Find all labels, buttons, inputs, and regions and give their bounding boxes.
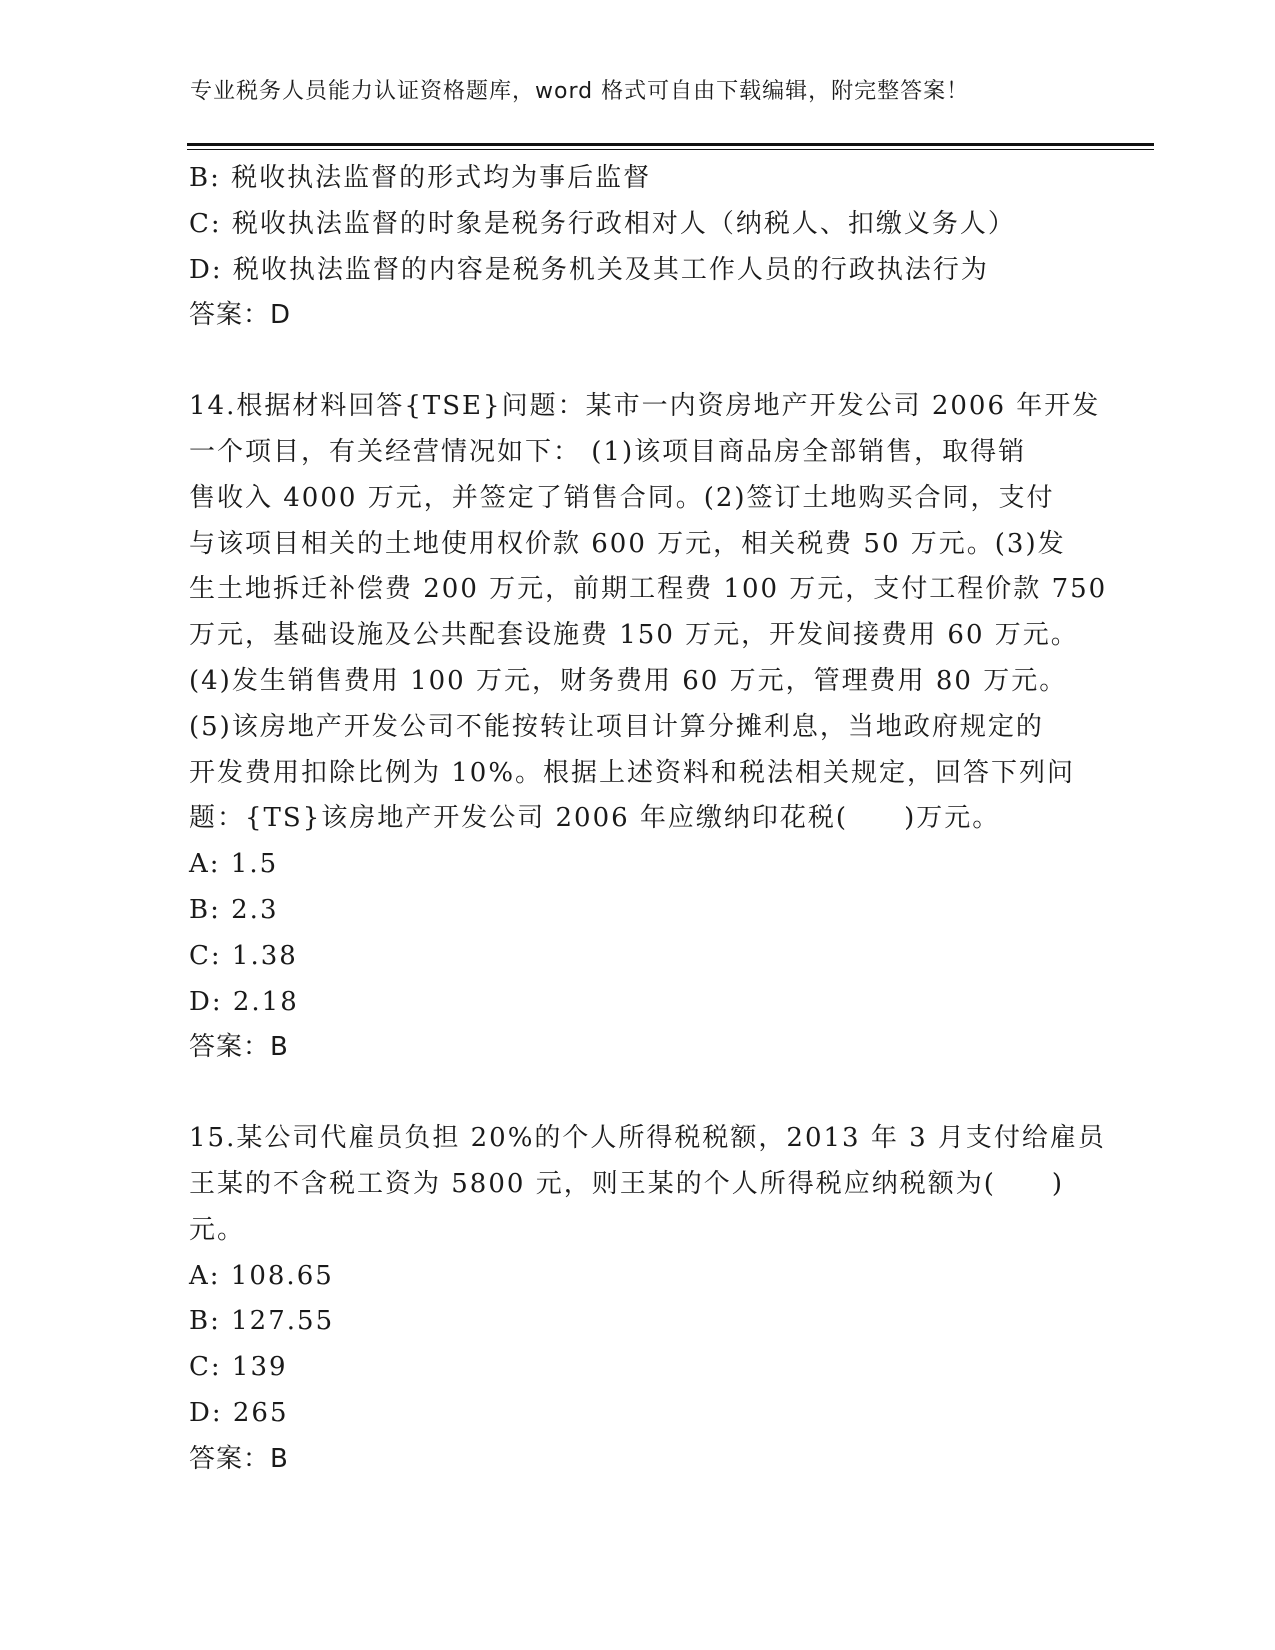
stem-line: 元。: [189, 1214, 246, 1245]
stem-line: (5)该房地产开发公司不能按转让项目计算分摊利息，当地政府规定的: [189, 711, 1044, 742]
question-15: [189, 1116, 1106, 1482]
stem-line: 王某的不含税工资为 5800 元，则王某的个人所得税应纳税额为( ): [189, 1168, 1064, 1199]
option-b: B: 税收执法监督的形式均为事后监督: [189, 163, 652, 193]
option-a: A: 1.5: [189, 849, 279, 880]
question-content: [189, 156, 1108, 1483]
option-d: D: 265: [189, 1397, 289, 1428]
header-rule-thin: [187, 149, 1154, 150]
option-d: D: 税收执法监督的内容是税务机关及其工作人员的行政执法行为: [189, 254, 989, 285]
option-a: A: 108.65: [189, 1260, 334, 1291]
option-c: C: 税收执法监督的时象是税务行政相对人（纳税人、扣缴义务人）: [189, 208, 1016, 239]
stem-line: 生土地拆迁补偿费 200 万元，前期工程费 100 万元，支付工程价款 750: [189, 574, 1108, 605]
answer: 答案：D: [189, 300, 292, 331]
stem-line: (4)发生销售费用 100 万元，财务费用 60 万元，管理费用 80 万元。: [189, 665, 1068, 696]
question-13: [189, 156, 1089, 339]
stem-line: 题：{TS}该房地产开发公司 2006 年应缴纳印花税( )万元。: [189, 803, 1001, 834]
stem-line: 万元，基础设施及公共配套设施费 150 万元，开发间接费用 60 万元。: [189, 620, 1079, 651]
option-b: B: 2.3: [189, 894, 279, 925]
stem-line: 开发费用扣除比例为 10%。根据上述资料和税法相关规定，回答下列问: [189, 757, 1076, 788]
stem-line: 15.某公司代雇员负担 20%的个人所得税税额，2013 年 3 月支付给雇员: [189, 1123, 1106, 1154]
option-d: D: 2.18: [189, 986, 299, 1017]
option-c: C: 1.38: [189, 940, 298, 971]
page-header: 专业税务人员能力认证资格题库，word 格式可自由下载编辑，附完整答案！: [190, 79, 970, 104]
answer: 答案：B: [189, 1032, 289, 1063]
stem-line: 与该项目相关的土地使用权价款 600 万元，相关税费 50 万元。(3)发: [189, 528, 1066, 559]
question-stem: [189, 1116, 1106, 1253]
question-stem: [189, 384, 1108, 842]
question-14: [189, 384, 1108, 1071]
option-b: B: 127.55: [189, 1306, 335, 1337]
stem-line: 一个项目，有关经营情况如下： (1)该项目商品房全部销售，取得销: [189, 436, 1027, 467]
answer: 答案：B: [189, 1443, 289, 1474]
stem-line: 售收入 4000 万元，并签定了销售合同。(2)签订土地购买合同，支付: [189, 482, 1055, 513]
stem-line: 14.根据材料回答{TSE}问题：某市一内资房地产开发公司 2006 年开发: [189, 391, 1101, 422]
option-c: C: 139: [189, 1352, 288, 1383]
header-rule-thick: [187, 143, 1154, 146]
